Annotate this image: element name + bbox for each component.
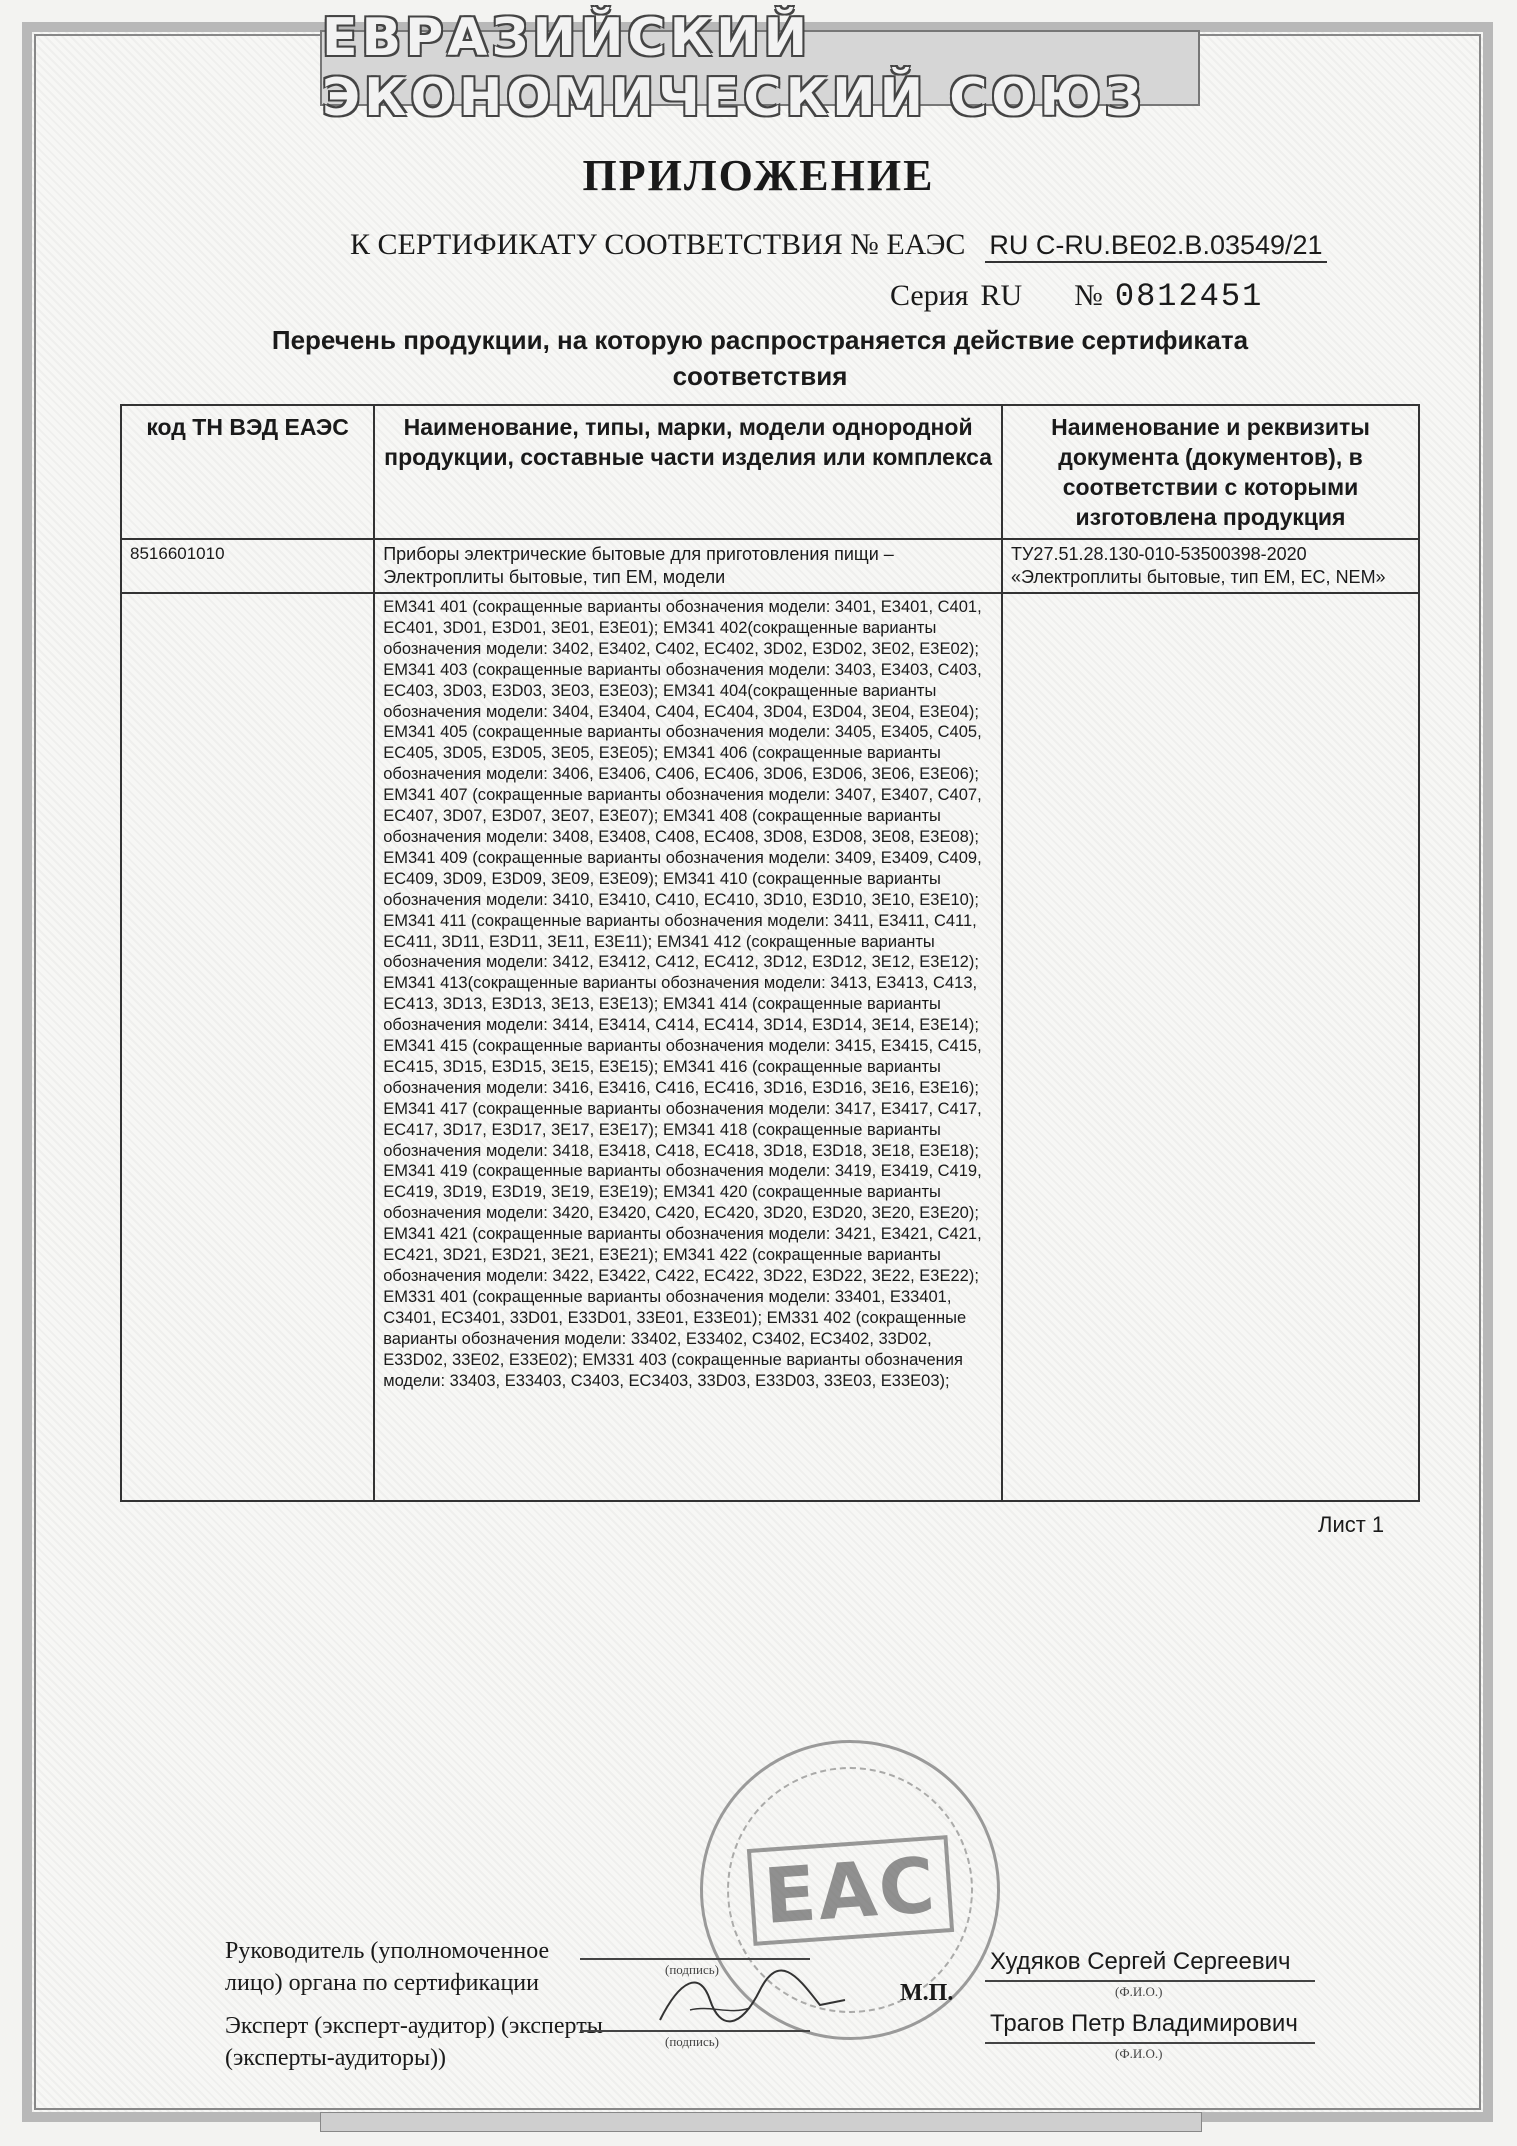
header-product-name: Наименование, типы, марки, модели однородной продукции, составные части изделия или комплекса	[374, 405, 1002, 539]
signatory-name-head: Худяков Сергей Сергеевич	[990, 1948, 1291, 1975]
table-header-row	[121, 405, 1419, 539]
cell-models-list: ЕМ341 401 (сокращенные варианты обозначения модели: 3401, Е3401, С401, ЕС401, 3D01, E3D01, 3E01, E3E01); ЕМ341 402(сокращенные варианты обозначения модели: 3402, Е3402, С402, ЕС402, 3D02, E3D02, 3E02, E3E02); ЕМ341 403 (сокращенные варианты обозначения модели: 3403, Е3403, С403, ЕС403, 3D03, E3D03, 3E03, E3E03); ЕМ341 404(сокращенные варианты обозначения модели: 3404, Е3404, С404, ЕС404, 3D04, E3D04, 3E04, E3E04); ЕМ341 405 (сокращенные варианты обозначения модели: 3405, Е3405, С405, ЕС405, 3D05, E3D05, 3E05, E3E05); ЕМ341 406 (сокращенные варианты обозначения модели: 3406, Е3406, С406, ЕС406, 3D06, E3D06, 3E06, E3E06); ЕМ341 407 (сокращенные варианты обозначения модели: 3407, Е3407, С407, ЕС407, 3D07, E3D07, 3E07, E3E07); ЕМ341 408 (сокращенные варианты обозначения модели: 3408, Е3408, С408, ЕС408, 3D08, E3D08, 3E08, E3E08); ЕМ341 409 (сокращенные варианты обозначения модели: 3409, Е3409, С409, ЕС409, 3D09, E3D09, 3E09, E3E09); ЕМ341 410 (сокращенные варианты обозначения модели: 3410, Е3410, С410, ЕС410, 3D10, E3D10, 3E10, E3E10); ЕМ341 411 (сокращенные варианты обозначения модели: 3411, Е3411, С411, ЕС411, 3D11, E3D11, 3E11, E3E11); ЕМ341 412 (сокращенные варианты обозначения модели: 3412, Е3412, С412, ЕС412, 3D12, E3D12, 3E12, E3E12); ЕМ341 413(сокращенные варианты обозначения модели: 3413, Е3413, С413, ЕС413, 3D13, E3D13, 3E13, E3E13); ЕМ341 414 (сокращенные варианты обозначения модели: 3414, Е3414, С414, ЕС414, 3D14, E3D14, 3E14, E3E14); ЕМ341 415 (сокращенные варианты обозначения модели: 3415, Е3415, С415, ЕС415, 3D15, E3D15, 3E15, E3E15); ЕМ341 416 (сокращенные варианты обозначения модели: 3416, Е3416, С416, ЕС416, 3D16, E3D16, 3E16, E3E16); ЕМ341 417 (сокращенные варианты обозначения модели: 3417, Е3417, С417, ЕС417, 3D17, E3D17, 3E17, E3E17); ЕМ341 418 (сокращенные варианты обозначения модели: 3418, Е3418, С418, ЕС418, 3D18, E3D18, 3E18, E3E18); ЕМ341 419 (сокращенные варианты обозначения модели: 3419, Е3419, С419, ЕС419, 3D19, E3D19, 3E19, E3E19); ЕМ341 420 (сокращенные варианты обозначения модели: 3420, Е3420, С420, ЕС420, 3D20, E3D20, 3E20, E3E20); ЕМ341 421 (сокращенные варианты обозначения модели: 3421, Е3421, С421, ЕС421, 3D21, E3D21, 3E21, E3E21); ЕМ341 422 (сокращенные варианты обозначения модели: 3422, Е3422, С422, ЕС422, 3D22, E3D22, 3E22, E3E22); ЕМ331 401 (сокращенные варианты обозначения модели: 33401, Е33401, С3401, ЕС3401, 33D01, E33D01, 33E01, E33E01); ЕМ331 402 (сокращенные варианты обозначения модели: 33402, Е33402, С3402, ЕС3402, 33D02, E33D02, 33E02, E33E02); ЕМ331 403 (сокращенные варианты обозначения модели: 33403, Е33403, С3403, ЕС3403, 33D03, E33D03, 33E03, E33E03);	[374, 593, 1002, 1501]
series-code: RU	[980, 279, 1023, 312]
union-banner: ЕВРАЗИЙСКИЙ ЭКОНОМИЧЕСКИЙ СОЮЗ	[320, 30, 1200, 106]
subtitle: Перечень продукции, на которую распространяется действие сертификата соответствия	[271, 325, 1249, 391]
products-table	[120, 404, 1420, 1502]
header-hs-code: код ТН ВЭД ЕАЭС	[121, 405, 374, 539]
table-row	[121, 593, 1419, 1501]
handwritten-signature-icon	[650, 1960, 850, 2040]
name-line-expert	[985, 2042, 1315, 2044]
footer-strip	[320, 2112, 1202, 2132]
name-line-head	[985, 1980, 1315, 1982]
series-number: 0812451	[1114, 278, 1264, 315]
cell-empty	[1002, 593, 1419, 1501]
signature-caption-head: (подпись)	[665, 1962, 719, 1977]
series-number-label: №	[1074, 279, 1103, 312]
certificate-line	[350, 228, 1327, 263]
fio-caption-expert: (Ф.И.О.)	[1115, 2046, 1163, 2061]
sheet-number: Лист 1	[1318, 1512, 1385, 1537]
signatory-name-expert: Трагов Петр Владимирович	[990, 2010, 1298, 2037]
seal-place-label: М.П.	[900, 1980, 954, 2006]
cell-hs-code: 8516601010	[121, 539, 374, 593]
header-documents: Наименование и реквизиты документа (документов), в соответствии с которыми изготовлена продукция	[1002, 405, 1419, 539]
page-title: ПРИЛОЖЕНИЕ	[582, 151, 935, 200]
series-line	[890, 278, 1263, 315]
table-row	[121, 539, 1419, 593]
signature-caption-expert: (подпись)	[665, 2034, 719, 2049]
fio-caption-head: (Ф.И.О.)	[1115, 1984, 1163, 1999]
signatory-role-expert: Эксперт (эксперт-аудитор) (эксперты (эксперты-аудиторы))	[225, 2013, 603, 2071]
cell-document: ТУ27.51.28.130-010-53500398-2020 «Электроплиты бытовые, тип ЕМ, ЕС, NEM»	[1002, 539, 1419, 593]
signatory-role-head: Руководитель (уполномоченное лицо) органа по сертификации	[225, 1938, 550, 1996]
cell-empty	[121, 593, 374, 1501]
certificate-label: К СЕРТИФИКАТУ СООТВЕТСТВИЯ № ЕАЭС	[350, 228, 966, 261]
certificate-number: RU C-RU.BE02.B.03549/21	[985, 230, 1326, 263]
series-label: Серия	[890, 279, 969, 312]
cell-product-name: Приборы электрические бытовые для приготовления пищи – Электроплиты бытовые, тип ЕМ, модели	[374, 539, 1002, 593]
eac-mark-icon: ЕАС	[747, 1835, 954, 1946]
